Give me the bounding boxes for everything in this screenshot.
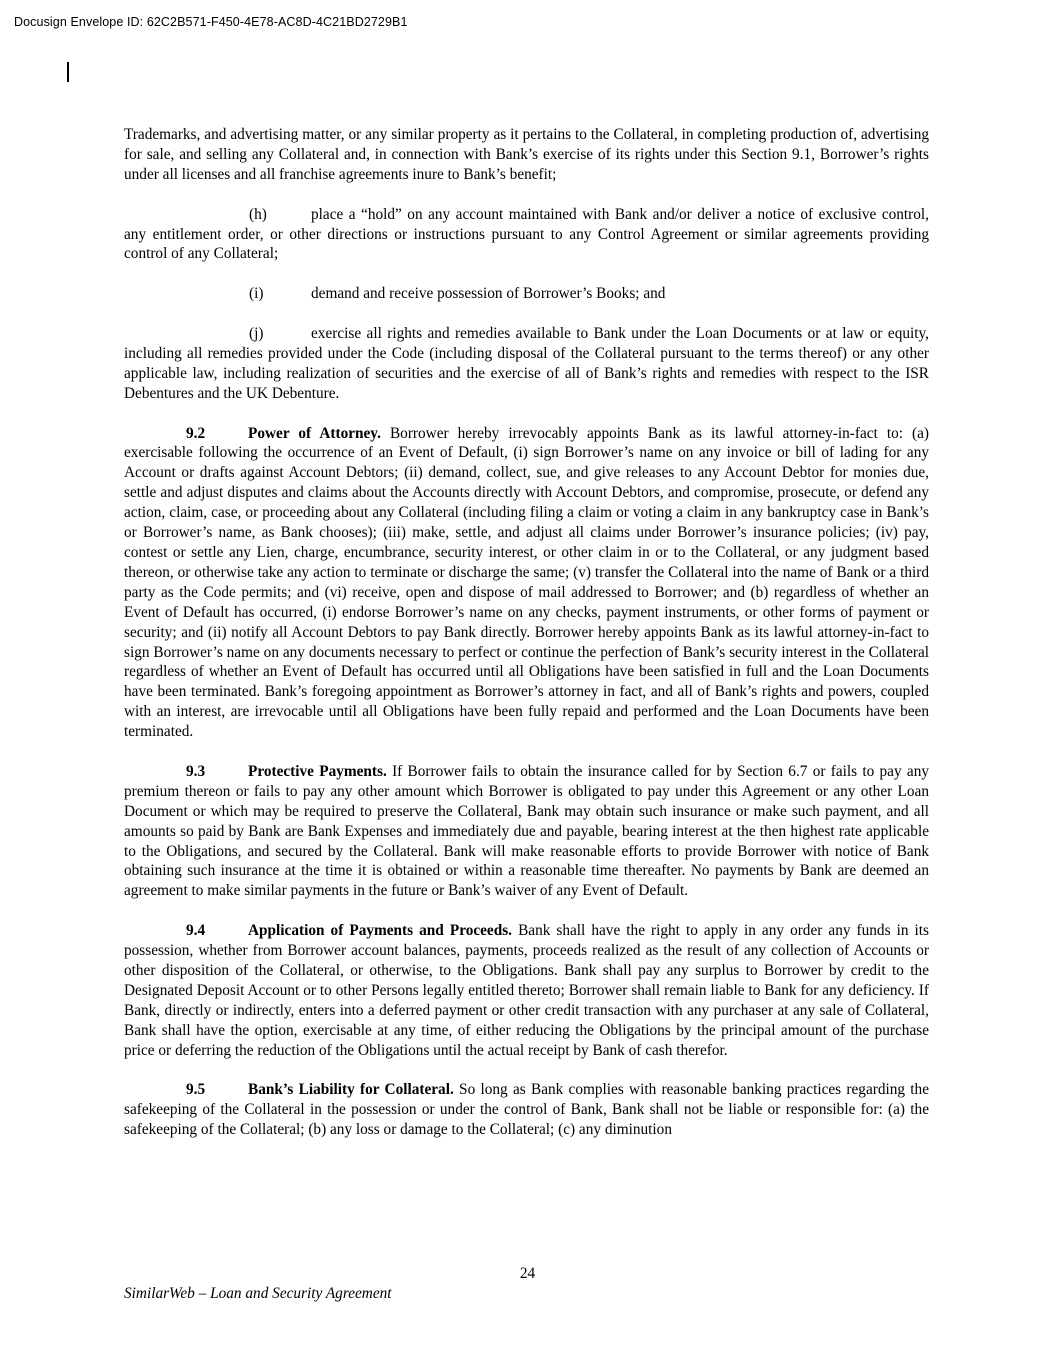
section-9-4-text: Bank shall have the right to apply in any order any funds in its possession, whether from Borrower account balances, payments, proceeds realized as the result of any collection of Accounts or other disposition of the Collateral, or otherwise, to the Obligations. Bank shall pay any surplus to Borrower by credit to the Designated Deposit Account or to other Persons legally entitled thereto; Borrower shall remain liable to Bank for any deficiency. If Bank, directly or indirectly, enters into a deferred payment or other credit transaction with any purchaser at any sale of Collateral, Bank shall have the option, exercisable at any time, of either reducing the Obligations by the principal amount of the purchase price or deferring the reduction of the Obligations until the actual receipt by Bank of cash therefor.: [124, 922, 929, 1059]
section-9-5: [124, 1080, 929, 1140]
section-9-2-title: Power of Attorney.: [248, 424, 381, 442]
section-9-2: [124, 424, 929, 743]
clause-i: [124, 284, 929, 304]
section-9-2-number: 9.2: [186, 424, 206, 442]
document-footer: SimilarWeb – Loan and Security Agreement: [124, 1285, 392, 1302]
envelope-id: Docusign Envelope ID: 62C2B571-F450-4E78-AC8D-4C21BD2729B1: [14, 15, 408, 29]
clause-h-marker: (h): [249, 205, 267, 223]
section-9-3-title: Protective Payments.: [248, 762, 387, 780]
clause-j-text: exercise all rights and remedies available to Bank under the Loan Documents or at law or equity, including all remedies provided under the Code (including disposal of the Collateral pursuant to the terms thereof) or any other applicable law, including realization of securities and the exercise of all of Bank’s rights and remedies with respect to the ISR Debentures and the UK Debenture.: [124, 325, 929, 402]
section-9-5-text: So long as Bank complies with reasonable banking practices regarding the safekeeping of the Collateral in the possession or under the control of Bank, Bank shall not be liable or responsible for: (a) the safekeeping of the Collateral; (b) any loss or damage to the Collateral; (c) any diminution: [124, 1081, 929, 1139]
section-9-3-text: If Borrower fails to obtain the insurance called for by Section 6.7 or fails to pay any premium thereon or fails to pay any other amount which Borrower is obligated to pay under this Agreement or any other Loan Document or which may be required to preserve the Collateral, Bank may obtain such insurance or make such payment, and all amounts so paid by Bank are Bank Expenses and immediately due and payable, bearing interest at the then highest rate applicable to the Obligations, and secured by the Collateral. Bank will make reasonable efforts to provide Borrower with notice of Bank obtaining such insurance at the time it is obtained or within a reasonable time thereafter. No payments by Bank are deemed an agreement to make similar payments in the future or Bank’s waiver of any Event of Default.: [124, 762, 929, 900]
revision-change-bar: [67, 62, 69, 82]
document-body: [124, 125, 929, 1160]
section-9-2-text: Borrower hereby irrevocably appoints Bank as its lawful attorney-in-fact to: (a) exercisable following the occurrence of an Event of Default, (i) sign Borrower’s name on any invoice or bill of lading for any Account or drafts against Account Debtors; (ii) demand, collect, sue, and give releases to any Account Debtor for monies due, settle and adjust disputes and claims about the Accounts directly with Account Debtors, and compromise, prosecute, or defend any action, claim, case, or proceeding about any Collateral (including filing a claim or voting a claim in any bankruptcy case in Bank’s or Borrower’s name, as Bank chooses); (iii) make, settle, and adjust all claims under Borrower’s insurance policies; (iv) pay, contest or settle any Lien, charge, encumbrance, security interest, or other claim in or to the Collateral, or any judgment based thereon, or otherwise take any action to terminate or discharge the same; (v) transfer the Collateral into the name of Bank or a third party as the Code permits; and (vi) receive, open and dispose of mail addressed to Borrower; and (b) regardless of whether an Event of Default has occurred, (i) endorse Borrower’s name on any checks, payment instruments, or other forms of payment or security; and (ii) notify all Account Debtors to pay Bank directly. Borrower hereby appoints Bank as its lawful attorney-in-fact to sign Borrower’s name on any documents necessary to perfect or continue the perfection of Bank’s security interest in the Collateral regardless of whether an Event of Default has occurred until all Obligations have been satisfied in full and the Loan Documents have been terminated. Bank’s foregoing appointment as Borrower’s attorney in fact, and all of Bank’s rights and powers, coupled with an interest, are irrevocable until all Obligations have been fully repaid and performed and the Loan Documents have been terminated.: [124, 424, 929, 741]
section-9-4-number: 9.4: [186, 922, 206, 940]
section-9-5-number: 9.5: [186, 1081, 206, 1099]
clause-j: [124, 324, 929, 404]
clause-j-marker: (j): [249, 325, 264, 343]
clause-i-marker: (i): [249, 285, 264, 303]
clause-h: [124, 205, 929, 265]
section-9-4-title: Application of Payments and Proceeds.: [248, 922, 513, 940]
section-9-5-title: Bank’s Liability for Collateral.: [248, 1081, 454, 1099]
clause-i-text: demand and receive possession of Borrower’s Books; and: [311, 285, 666, 303]
clause-h-text: place a “hold” on any account maintained with Bank and/or deliver a notice of exclusive control, any entitlement order, or other directions or instructions pursuant to any Control Agreement or similar agreements providing control of any Collateral;: [124, 205, 929, 263]
paragraph-continuation: Trademarks, and advertising matter, or any similar property as it pertains to the Collateral, in completing production of, advertising for sale, and selling any Collateral and, in connection with Bank’s exercise of its rights under this Section 9.1, Borrower’s rights under all licenses and all franchise agreements inure to Bank’s benefit;: [124, 126, 929, 183]
section-9-3-number: 9.3: [186, 762, 206, 780]
page-number: 24: [519, 1265, 536, 1282]
section-9-4: [124, 921, 929, 1060]
section-9-3: [124, 762, 929, 901]
